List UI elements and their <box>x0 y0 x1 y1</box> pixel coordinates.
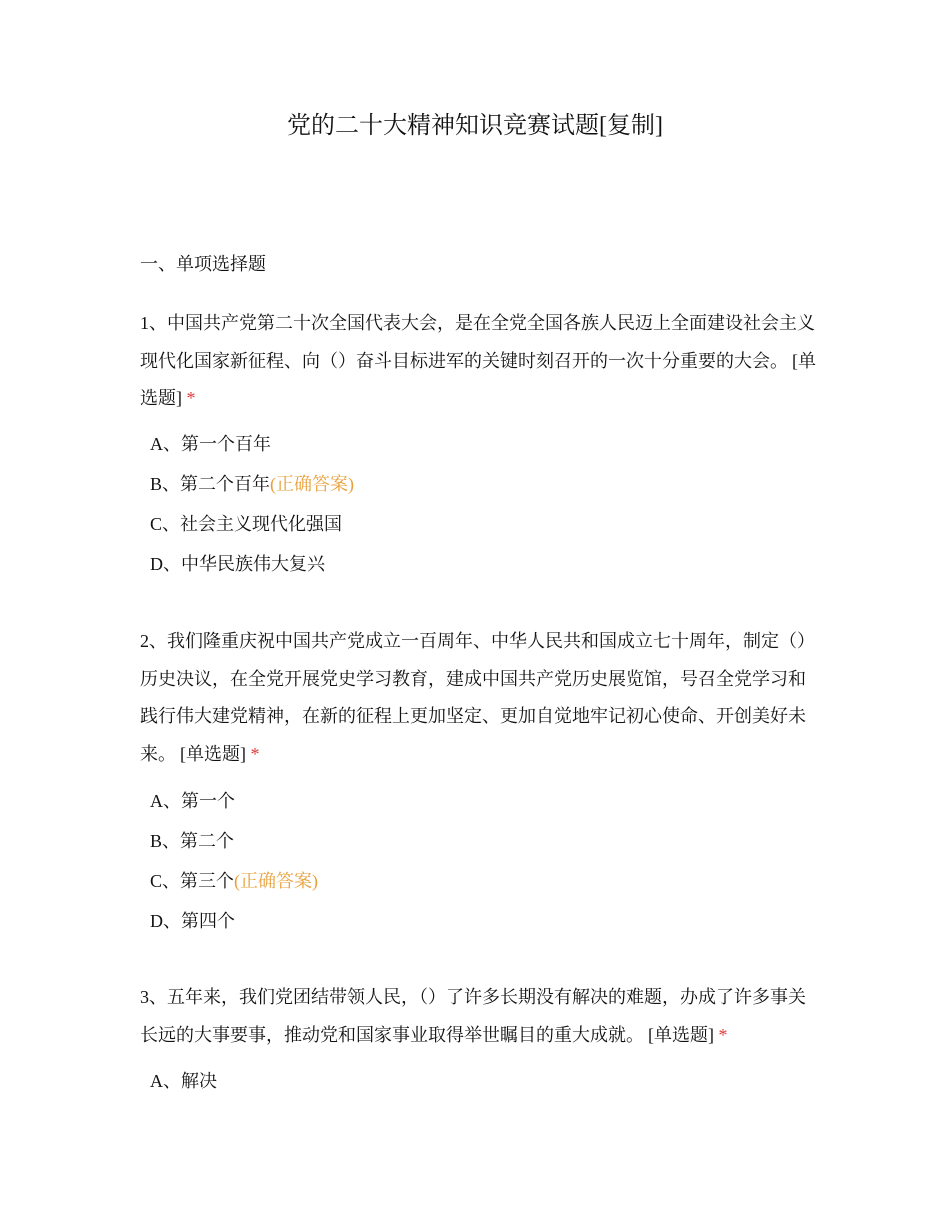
option-text: 解决 <box>181 1071 217 1091</box>
option-letter: A、 <box>150 434 181 454</box>
question-1-type: [单选题] <box>140 350 816 409</box>
option-text: 第一个百年 <box>181 434 271 454</box>
question-1-text: 中国共产党第二十次全国代表大会，是在全党全国各族人民迈上全面建设社会主义现代化国家新征程、向（）奋斗目标进军的关键时刻召开的一次十分重要的大会。 <box>140 313 815 371</box>
question-2-option-d <box>150 907 235 935</box>
question-1-number: 1、 <box>140 313 167 333</box>
question-2-option-b <box>150 827 234 855</box>
option-text: 中华民族伟大复兴 <box>181 554 325 574</box>
section-heading: 一、单项选择题 <box>140 254 266 274</box>
question-2-number: 2、 <box>140 631 167 651</box>
option-text: 第一个 <box>181 791 235 811</box>
option-letter: B、 <box>150 831 181 851</box>
question-1-option-c <box>150 510 342 538</box>
required-mark: * <box>186 388 196 409</box>
question-1-option-d <box>150 550 325 578</box>
required-mark: * <box>250 744 260 765</box>
question-2-stem <box>140 623 820 774</box>
option-letter: B、 <box>150 474 181 494</box>
question-3-number: 3、 <box>140 987 167 1007</box>
option-letter: C、 <box>150 514 181 534</box>
option-letter: A、 <box>150 791 181 811</box>
option-letter: A、 <box>150 1071 181 1091</box>
question-1-option-b <box>150 470 354 498</box>
option-letter: D、 <box>150 911 181 931</box>
correct-answer-marker: (正确答案) <box>234 871 319 891</box>
option-text: 第二个 <box>180 831 235 851</box>
question-3-option-a <box>150 1067 217 1095</box>
question-2-text: 我们隆重庆祝中国共产党成立一百周年、中华人民共和国成立七十周年，制定（）历史决议，在全党开展党史学习教育，建成中国共产党历史展览馆，号召全党学习和践行伟大建党精神，在新的征程上更加坚定、更加自觉地牢记初心使命、开创美好未来。 <box>140 631 815 765</box>
required-mark: * <box>718 1024 728 1045</box>
option-text: 第四个 <box>181 911 235 931</box>
page-title: 党的二十大精神知识竞赛试题[复制] <box>287 113 663 139</box>
correct-answer-marker: (正确答案) <box>270 474 355 494</box>
question-3-stem <box>140 979 820 1054</box>
option-text: 第二个百年 <box>180 474 271 494</box>
question-3-text: 五年来，我们党团结带领人民，（）了许多长期没有解决的难题，办成了许多事关长远的大事要事，推动党和国家事业取得举世瞩目的重大成就。 <box>140 987 806 1045</box>
question-2-option-c <box>150 867 318 895</box>
question-1-stem <box>140 305 820 418</box>
question-2-option-a <box>150 787 235 815</box>
question-2-type: [单选题] <box>180 744 246 765</box>
option-text: 社会主义现代化强国 <box>180 514 343 534</box>
option-letter: C、 <box>150 871 181 891</box>
option-letter: D、 <box>150 554 181 574</box>
question-1-option-a <box>150 430 271 458</box>
option-text: 第三个 <box>180 871 235 891</box>
question-3-type: [单选题] <box>648 1024 714 1045</box>
